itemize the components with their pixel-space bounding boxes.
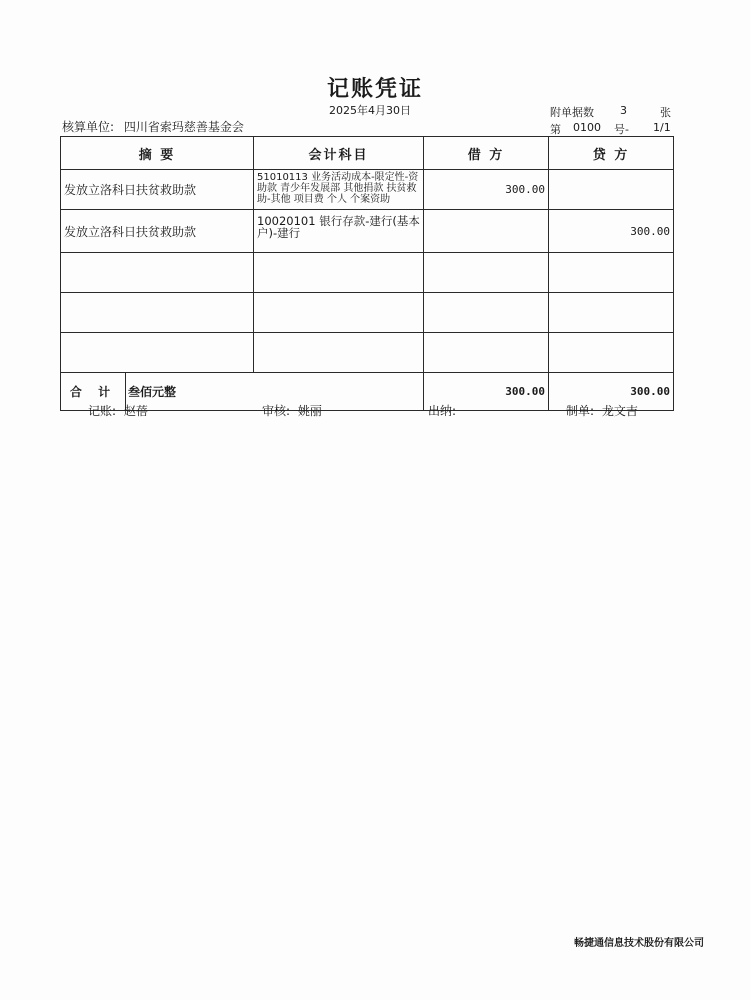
attachment-label: 附单据数 bbox=[550, 106, 594, 119]
signature-preparer bbox=[566, 402, 638, 419]
accounting-unit bbox=[62, 118, 244, 135]
entry-debit bbox=[424, 210, 549, 253]
software-company: 畅捷通信息技术股份有限公司 bbox=[574, 938, 704, 949]
header-credit: 贷 方 bbox=[549, 137, 674, 170]
entry-summary bbox=[61, 333, 254, 373]
header-debit: 借 方 bbox=[424, 137, 549, 170]
bookkeeper-name: 赵蓓 bbox=[123, 404, 148, 418]
cashier-label: 出纳: bbox=[428, 404, 457, 418]
signature-cashier bbox=[428, 402, 460, 419]
signature-bookkeeper bbox=[88, 402, 148, 419]
voucher-title: 记账凭证 bbox=[326, 77, 423, 102]
entry-summary: 发放立洛科日扶贫救助款 bbox=[61, 170, 254, 210]
voucher-number-suffix: 号- bbox=[614, 123, 629, 136]
entry-credit bbox=[549, 333, 674, 373]
reviewer-name: 姚丽 bbox=[297, 404, 322, 418]
bookkeeper-label: 记账: bbox=[88, 404, 117, 418]
signature-reviewer bbox=[262, 402, 322, 419]
table-row bbox=[61, 253, 674, 293]
table-row bbox=[61, 333, 674, 373]
total-credit: 300.00 bbox=[549, 373, 674, 411]
attachment-count: 3 bbox=[620, 104, 627, 117]
entry-summary bbox=[61, 293, 254, 333]
entry-account bbox=[254, 333, 424, 373]
entry-credit bbox=[549, 170, 674, 210]
table-row bbox=[61, 293, 674, 333]
accounting-unit-name: 四川省索玛慈善基金会 bbox=[123, 120, 244, 134]
entry-debit bbox=[424, 293, 549, 333]
entry-account bbox=[254, 253, 424, 293]
attachment-unit: 张 bbox=[660, 106, 671, 119]
header-account: 会计科目 bbox=[254, 137, 424, 170]
entry-debit bbox=[424, 253, 549, 293]
table-row bbox=[61, 170, 674, 210]
total-label: 合 计 bbox=[61, 373, 126, 411]
entry-debit bbox=[424, 333, 549, 373]
entry-credit: 300.00 bbox=[549, 210, 674, 253]
reviewer-label: 审核: bbox=[262, 404, 291, 418]
total-debit: 300.00 bbox=[424, 373, 549, 411]
voucher-date: 2025年4月30日 bbox=[329, 104, 411, 117]
entry-account: 51010113 业务活动成本-限定性-资助款 青少年发展部 其他捐款 扶贫救助-其他 项目费 个人 个案资助 bbox=[254, 170, 424, 210]
entry-summary: 发放立洛科日扶贫救助款 bbox=[61, 210, 254, 253]
entry-account: 10020101 银行存款-建行(基本户)-建行 bbox=[254, 210, 424, 253]
voucher-number-prefix: 第 bbox=[550, 123, 561, 136]
table-header-row bbox=[61, 137, 674, 170]
entry-account bbox=[254, 293, 424, 333]
preparer-name: 龙文吉 bbox=[601, 404, 638, 418]
entry-debit: 300.00 bbox=[424, 170, 549, 210]
page-number: 1/1 bbox=[653, 121, 671, 134]
voucher-table bbox=[60, 136, 674, 411]
preparer-label: 制单: bbox=[566, 404, 595, 418]
total-amount-words: 叁佰元整 bbox=[126, 373, 424, 411]
accounting-unit-label: 核算单位: bbox=[62, 120, 115, 134]
entry-credit bbox=[549, 253, 674, 293]
entry-credit bbox=[549, 293, 674, 333]
header-summary: 摘 要 bbox=[61, 137, 254, 170]
table-row bbox=[61, 210, 674, 253]
entry-summary bbox=[61, 253, 254, 293]
voucher-number: 0100 bbox=[573, 121, 601, 134]
